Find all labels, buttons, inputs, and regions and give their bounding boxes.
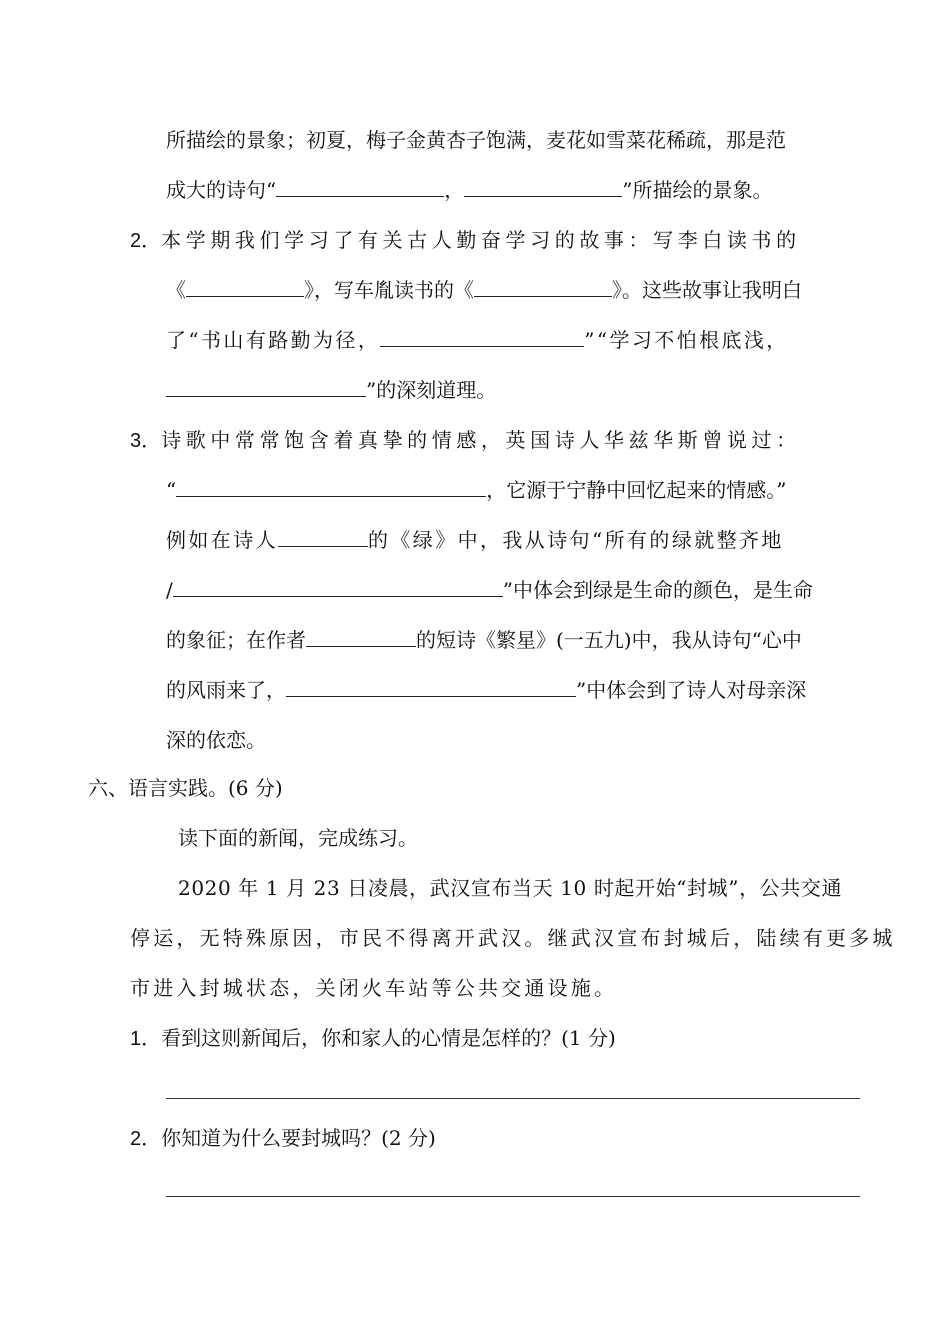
- section-score: (6 分): [228, 776, 283, 800]
- fill-blank[interactable]: [173, 578, 503, 597]
- text: ”所描绘的景象。: [622, 178, 773, 202]
- question-3-line-7: [166, 726, 266, 754]
- text: 的风雨来了，: [166, 678, 286, 702]
- text: 了“书山有路勤为径，: [166, 328, 381, 352]
- text-line: [166, 176, 772, 204]
- text: ”“学习不怕根底浅，: [584, 328, 789, 352]
- text: 诗歌中常常饱含着真挚的情感，英国诗人华兹华斯曾说过：: [161, 428, 801, 452]
- text: 深的依恋。: [166, 728, 266, 752]
- fill-blank[interactable]: [176, 478, 486, 497]
- text: ”中体会到了诗人对母亲深: [576, 678, 807, 702]
- fill-blank[interactable]: [276, 178, 444, 197]
- text: 停运，无特殊原因，市民不得离开武汉。继武汉宣布封城后，陆续有更多城: [130, 926, 896, 950]
- fill-blank[interactable]: [474, 278, 612, 297]
- fill-blank[interactable]: [464, 178, 622, 197]
- text-line: [166, 126, 786, 154]
- text: 例如在诗人: [166, 528, 278, 552]
- text: 》，写车胤读书的《: [304, 278, 474, 302]
- question-3-line-4: [166, 576, 813, 604]
- text: 成大的诗句“: [166, 178, 277, 202]
- question-number: 1．: [130, 1028, 162, 1050]
- fill-blank[interactable]: [186, 278, 304, 297]
- text: 读下面的新闻，完成练习。: [178, 826, 418, 850]
- question-2-line-3: [166, 326, 789, 354]
- question-2-line-2: [166, 276, 802, 304]
- text: ”的深刻道理。: [366, 378, 497, 402]
- section-6-heading: [88, 774, 283, 802]
- question-3-line-2: [166, 476, 786, 504]
- answer-line-1[interactable]: [166, 1098, 860, 1099]
- fill-blank[interactable]: [380, 328, 584, 347]
- text: 市进入封城状态，关闭火车站等公共交通设施。: [130, 976, 618, 1000]
- text: 你知道为什么要封城吗？(2 分): [161, 1126, 436, 1150]
- question-2-line-4: [166, 376, 496, 404]
- question-number: 3．: [130, 430, 162, 452]
- section-title: 六、语言实践。: [88, 776, 228, 800]
- fill-blank[interactable]: [278, 528, 368, 547]
- question-3-line-5: [166, 626, 802, 654]
- text: 的短诗《繁星》(一五九)中，我从诗句“心中: [416, 628, 802, 652]
- text: 看到这则新闻后，你和家人的心情是怎样的？(1 分): [161, 1026, 616, 1050]
- question-number: 2．: [130, 1128, 162, 1150]
- text: ”中体会到绿是生命的颜色，是生命: [502, 578, 813, 602]
- answer-line-2[interactable]: [166, 1196, 860, 1197]
- text: ，: [444, 178, 465, 202]
- text: 》。这些故事让我明白: [612, 278, 802, 302]
- text: /: [166, 578, 173, 602]
- question-3-line-6: [166, 676, 806, 704]
- fill-blank[interactable]: [306, 628, 416, 647]
- news-line-2: [130, 924, 896, 952]
- question-3-line-1: [130, 426, 801, 455]
- practice-question-2: [130, 1124, 436, 1153]
- text: 的象征；在作者: [166, 628, 306, 652]
- text: 2020 年 1 月 23 日凌晨，武汉宣布当天 10 时起开始“封城”，公共交通: [178, 876, 843, 900]
- news-line-3: [130, 974, 617, 1002]
- text: 《: [166, 278, 186, 302]
- text: 的《绿》中，我从诗句“所有的绿就整齐地: [368, 528, 784, 552]
- news-line-1: [178, 874, 842, 902]
- text: 所描绘的景象；初夏，梅子金黄杏子饱满，麦花如雪菜花稀疏，那是范: [166, 128, 786, 152]
- question-2-line-1: [130, 226, 801, 255]
- text: 本学期我们学习了有关古人勤奋学习的故事：写李白读书的: [161, 228, 801, 252]
- fill-blank[interactable]: [286, 678, 576, 697]
- practice-question-1: [130, 1024, 616, 1053]
- question-3-line-3: [166, 526, 784, 554]
- question-number: 2．: [130, 230, 162, 252]
- text: ，它源于宁静中回忆起来的情感。”: [486, 478, 787, 502]
- section-6-intro: [178, 824, 418, 852]
- text: “: [166, 478, 177, 502]
- fill-blank[interactable]: [166, 378, 366, 397]
